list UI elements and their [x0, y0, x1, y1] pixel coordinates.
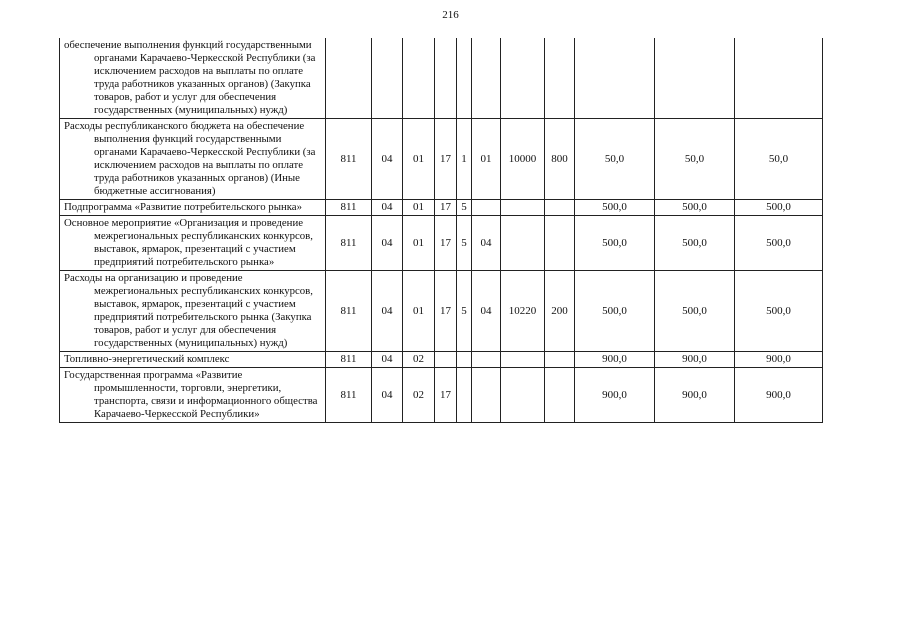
row-name: обеспечение выполнения функций государственными органами Карачаево-Черкесской Республики (за исключением расходов на выплаты по оплате труда работников указанных органов) (Закупка товаров, работ и услуг для обеспечения государственных (муниципальных) нужд) [60, 38, 326, 119]
expense-type-code [545, 38, 575, 119]
event-code [472, 38, 501, 119]
program-code: 17 [435, 216, 457, 271]
direction-code: 10220 [501, 271, 545, 352]
table-row [60, 352, 823, 368]
subprogram-code [457, 352, 472, 368]
subprogram-code: 1 [457, 119, 472, 200]
subsection-code: 01 [403, 216, 435, 271]
program-code [435, 352, 457, 368]
row-name: Государственная программа «Развитие промышленности, торговли, энергетики, транспорта, связи и информационного общества Карачаево-Черкесской Республики» [60, 368, 326, 423]
table-row [60, 119, 823, 200]
amount-year-3 [735, 38, 823, 119]
subprogram-code: 5 [457, 216, 472, 271]
ministry-code: 811 [326, 368, 372, 423]
amount-year-1: 900,0 [575, 352, 655, 368]
row-name: Подпрограмма «Развитие потребительского рынка» [60, 200, 326, 216]
amount-year-2: 900,0 [655, 352, 735, 368]
table-row [60, 368, 823, 423]
ministry-code: 811 [326, 271, 372, 352]
table-row [60, 271, 823, 352]
section-code: 04 [372, 352, 403, 368]
row-name: Расходы республиканского бюджета на обеспечение выполнения функций государственными органами Карачаево-Черкесской Республики (за исключением расходов на выплаты по оплате труда работников указанных органов) (Иные бюджетные ассигнования) [60, 119, 326, 200]
subprogram-code: 5 [457, 271, 472, 352]
event-code: 01 [472, 119, 501, 200]
event-code: 04 [472, 271, 501, 352]
subsection-code: 01 [403, 200, 435, 216]
event-code: 04 [472, 216, 501, 271]
table-row [60, 38, 823, 119]
ministry-code: 811 [326, 352, 372, 368]
subsection-code: 02 [403, 368, 435, 423]
amount-year-3: 500,0 [735, 216, 823, 271]
row-name: Основное мероприятие «Организация и проведение межрегиональных республиканских конкурсов, выставок, ярмарок, презентаций с участием предприятий потребительского рынка» [60, 216, 326, 271]
expense-type-code [545, 368, 575, 423]
expense-type-code [545, 216, 575, 271]
amount-year-1: 900,0 [575, 368, 655, 423]
program-code: 17 [435, 119, 457, 200]
subsection-code: 01 [403, 271, 435, 352]
table-row [60, 200, 823, 216]
amount-year-3: 900,0 [735, 368, 823, 423]
subprogram-code [457, 38, 472, 119]
direction-code [501, 200, 545, 216]
program-code: 17 [435, 271, 457, 352]
amount-year-3: 500,0 [735, 200, 823, 216]
section-code: 04 [372, 119, 403, 200]
row-name: Расходы на организацию и проведение межрегиональных республиканских конкурсов, выставок, ярмарок, презентаций с участием предприятий потребительского рынка (Закупка товаров, работ и услуг для обеспечения государственных (муниципальных) нужд) [60, 271, 326, 352]
amount-year-1: 500,0 [575, 200, 655, 216]
ministry-code [326, 38, 372, 119]
subsection-code [403, 38, 435, 119]
event-code [472, 352, 501, 368]
subprogram-code [457, 368, 472, 423]
event-code [472, 368, 501, 423]
expense-type-code: 200 [545, 271, 575, 352]
direction-code [501, 352, 545, 368]
section-code [372, 38, 403, 119]
ministry-code: 811 [326, 119, 372, 200]
amount-year-3: 900,0 [735, 352, 823, 368]
table-row [60, 216, 823, 271]
amount-year-2: 500,0 [655, 216, 735, 271]
subsection-code: 02 [403, 352, 435, 368]
section-code: 04 [372, 368, 403, 423]
direction-code [501, 216, 545, 271]
ministry-code: 811 [326, 200, 372, 216]
direction-code [501, 368, 545, 423]
section-code: 04 [372, 271, 403, 352]
program-code: 17 [435, 368, 457, 423]
expense-type-code [545, 200, 575, 216]
ministry-code: 811 [326, 216, 372, 271]
budget-table [59, 38, 823, 423]
section-code: 04 [372, 216, 403, 271]
amount-year-3: 50,0 [735, 119, 823, 200]
program-code: 17 [435, 200, 457, 216]
amount-year-3: 500,0 [735, 271, 823, 352]
section-code: 04 [372, 200, 403, 216]
subprogram-code: 5 [457, 200, 472, 216]
subsection-code: 01 [403, 119, 435, 200]
amount-year-1: 500,0 [575, 271, 655, 352]
direction-code [501, 38, 545, 119]
amount-year-2: 500,0 [655, 200, 735, 216]
program-code [435, 38, 457, 119]
amount-year-1: 50,0 [575, 119, 655, 200]
expense-type-code: 800 [545, 119, 575, 200]
amount-year-2: 900,0 [655, 368, 735, 423]
event-code [472, 200, 501, 216]
expense-type-code [545, 352, 575, 368]
page-number: 216 [442, 9, 459, 21]
amount-year-2: 500,0 [655, 271, 735, 352]
amount-year-1 [575, 38, 655, 119]
direction-code: 10000 [501, 119, 545, 200]
row-name: Топливно-энергетический комплекс [60, 352, 326, 368]
amount-year-2: 50,0 [655, 119, 735, 200]
amount-year-1: 500,0 [575, 216, 655, 271]
amount-year-2 [655, 38, 735, 119]
